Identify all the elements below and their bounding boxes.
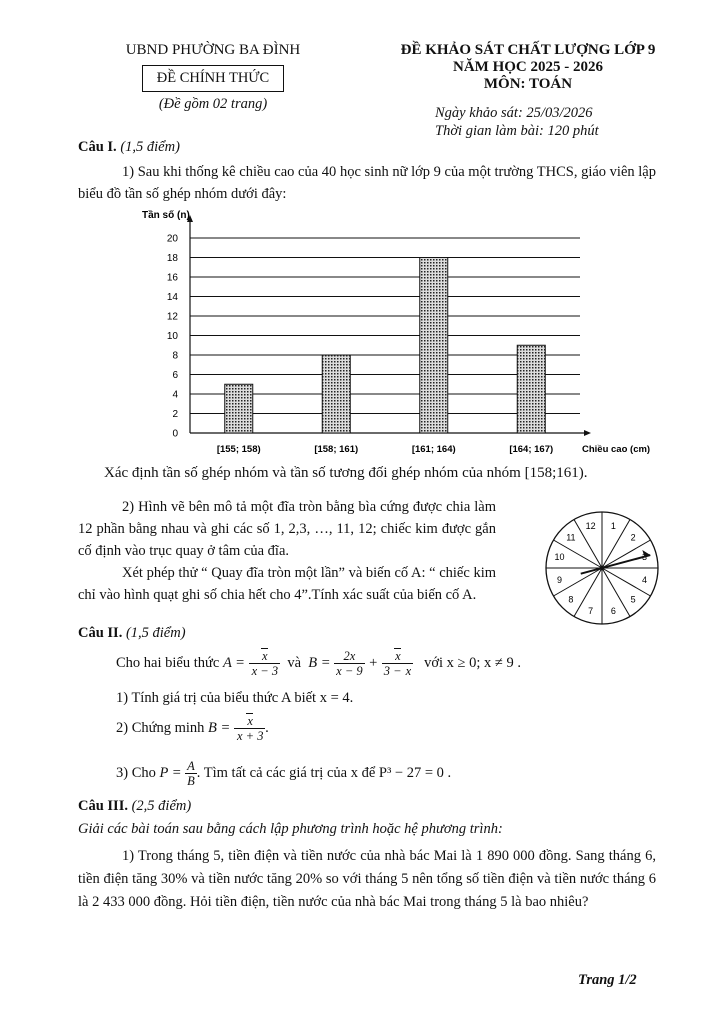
exam-meta (435, 104, 599, 140)
y-tick-label: 8 (172, 350, 178, 362)
q2-expressions (116, 645, 676, 681)
q2-part3: 3) Cho P = $\frac{A}{B}$ . Tìm tất cả các giá trị của x để P³ − 27 = 0 . (116, 759, 452, 789)
bar (420, 258, 448, 434)
wheel-number: 4 (641, 574, 648, 585)
bar (225, 384, 253, 433)
wheel-center (600, 566, 605, 571)
wheel-number: 9 (556, 574, 563, 585)
official-box: ĐỀ CHÍNH THỨC (142, 65, 284, 92)
y-tick-label: 0 (172, 428, 178, 440)
and-word: và (287, 655, 302, 671)
wheel-needle (581, 555, 651, 574)
y-tick-label: 2 (172, 409, 178, 420)
wheel-number: 12 (585, 520, 596, 531)
y-tick-label: 20 (166, 233, 178, 245)
y-axis-label: Tần số (n) (142, 210, 190, 221)
x-tick-label: [158; 161) (314, 444, 359, 455)
wheel-number: 8 (568, 594, 574, 605)
q1-title: Câu I. (78, 139, 117, 155)
expr-b: B = $\frac{2x}{x - 9}$ + $\frac{x}{3 - x}$ (308, 649, 412, 679)
school-year: NĂM HỌC 2025 - 2026 (453, 59, 603, 75)
y-tick-label: 16 (166, 272, 178, 284)
x-axis-arrow (584, 430, 591, 436)
wheel-number: 2 (630, 532, 636, 543)
wheel-number: 10 (554, 552, 565, 563)
q3-part1: 1) Trong tháng 5, tiền điện và tiền nước của nhà bác Mai là 1 890 000 đồng. Sang tháng 6, tiền điện tăng 30% và tiền nước tăng 20% so với tháng 5 nên tổng số tiền điện và tiền nước tháng 6 là 2 433 000 đồng. Hỏi tiền điện, tiền nước của nhà bác Mai trong tháng 5 là bao nhiêu? (78, 848, 656, 910)
bar (517, 345, 545, 433)
frequency-chart (130, 208, 650, 458)
y-tick-label: 14 (166, 292, 178, 303)
q1-part1-text: 1) Sau khi thống kê chiều cao của 40 học sinh nữ lớp 9 của một trường THCS, giáo viên lập biểu đồ tần số ghép nhóm dưới đây: (78, 164, 656, 202)
q2-points: (1,5 điểm) (125, 625, 186, 641)
q3-points: (2,5 điểm) (131, 798, 192, 814)
q2-intro: Cho hai biểu thức (116, 655, 220, 671)
q2-condition: với x ≥ 0; x ≠ 9 . (424, 655, 521, 671)
y-tick-label: 6 (172, 370, 178, 381)
y-tick-label: 4 (172, 389, 178, 401)
wheel-number: 7 (588, 606, 594, 617)
q2-part3-prefix: 3) Cho (116, 765, 156, 781)
wheel-number: 11 (566, 532, 576, 543)
header-right (378, 42, 678, 93)
wheel-number: 5 (630, 594, 636, 605)
q2-part2: 2) Chứng minh B = $\frac{x}{x + 3}$ . (116, 714, 270, 744)
q2-title: Câu II. (78, 625, 123, 641)
q1-part2-text1: 2) Hình vẽ bên mô tả một đĩa tròn bằng bìa cứng được chia làm 12 phần bằng nhau và ghi các số 1, 2,3, …, 11, 12; chiếc kim được gắn cố định vào trục quay ở tâm của đĩa. (78, 499, 496, 559)
wheel-number: 6 (610, 606, 616, 617)
org-name: UBND PHƯỜNG BA ĐÌNH (125, 42, 301, 58)
exam-title: ĐỀ KHẢO SÁT CHẤT LƯỢNG LỚP 9 (400, 42, 656, 58)
q3-heading (78, 798, 191, 815)
x-tick-label: [161; 164) (411, 444, 456, 455)
duration: Thời gian làm bài: 120 phút (435, 123, 599, 139)
y-tick-label: 12 (166, 311, 178, 323)
exam-date: Ngày khảo sát: 25/03/2026 (435, 105, 593, 121)
wheel-number: 1 (610, 520, 616, 531)
y-tick-label: 18 (166, 253, 178, 264)
subject: MÔN: TOÁN (483, 76, 573, 92)
q3-title: Câu III. (78, 798, 128, 814)
q1-part2-text2: Xét phép thử “ Quay đĩa tròn một lần” và biến cố A: “ chiếc kim chỉ vào hình quạt ghi số chia hết cho 4”.Tính xác suất của biến cố A. (78, 565, 496, 603)
header-left (100, 42, 326, 113)
q1-points: (1,5 điểm) (120, 139, 180, 155)
bar (322, 355, 350, 433)
y-tick-label: 10 (166, 331, 178, 342)
q2-part1: 1) Tính giá trị của biểu thức A biết x = 4. (116, 690, 354, 706)
q1-heading (78, 139, 180, 156)
expr-a: A = $\frac{x}{x - 3}$ (222, 649, 279, 679)
q3-instruction: Giải các bài toán sau bằng cách lập phương trình hoặc hệ phương trình: (78, 821, 503, 837)
wheel-divider (602, 568, 630, 616)
q1-part1-question: Xác định tần số ghép nhóm và tần số tương đối ghép nhóm của nhóm [158;161). (104, 465, 588, 481)
q2-heading (78, 625, 186, 642)
q2-part3-suffix: . Tìm tất cả các giá trị của x để P³ − 27 = 0 . (196, 765, 452, 781)
x-tick-label: [164; 167) (509, 444, 554, 455)
pages-note: (Đề gồm 02 trang) (158, 96, 268, 112)
page-number: Trang 1/2 (578, 972, 637, 988)
x-tick-label: [155; 158) (216, 444, 261, 455)
x-axis-label: Chiều cao (cm) (582, 444, 650, 455)
q2-part2-label: 2) Chứng minh (116, 720, 205, 736)
spinner-wheel (536, 506, 674, 630)
